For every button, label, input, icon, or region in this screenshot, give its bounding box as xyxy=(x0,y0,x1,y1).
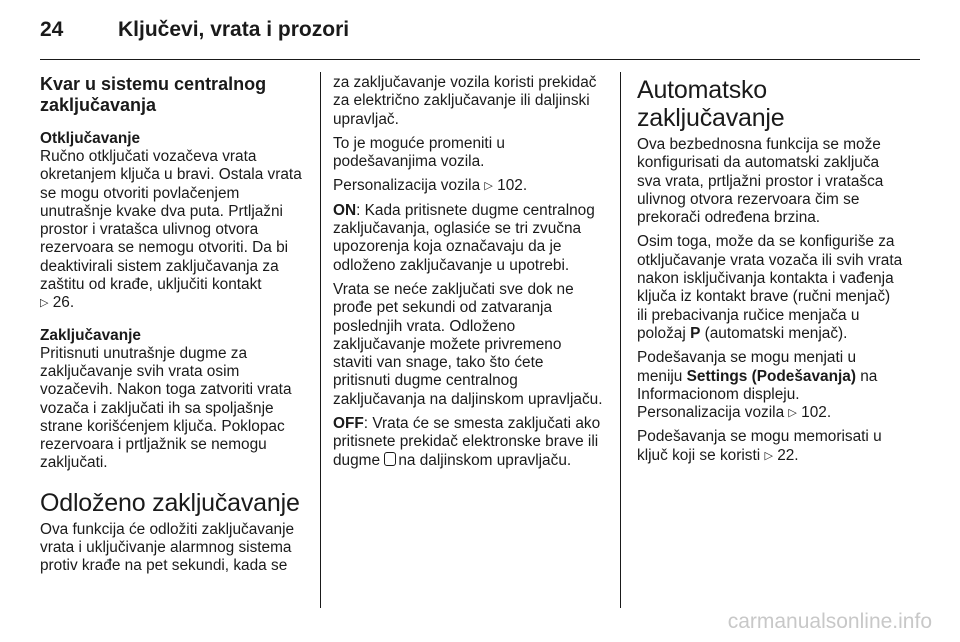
personalization-page-ref: 102. xyxy=(497,177,528,195)
col3-p3-text: Podešavanja se mogu menjati u meniju xyxy=(637,349,857,385)
column-divider-2 xyxy=(620,72,621,608)
column-3 xyxy=(637,74,903,471)
col2-paragraph-3 xyxy=(333,177,605,195)
column-divider-1 xyxy=(320,72,321,608)
section-title-central-locking-fault: Kvar u sistemu centralnog zaključavanja xyxy=(40,74,267,115)
col3-p4-ref: 22. xyxy=(777,446,799,464)
section-title-automatic-locking: Automatsko zaključavanje xyxy=(637,76,785,132)
off-text-tail: na daljinskom upravljaču. xyxy=(398,451,572,469)
off-text: : Vrata će se smesta zaključati ako pritisnete prekidač elektronske brave ili dugme xyxy=(333,415,601,469)
col3-p4-text: Podešavanja se mogu memorisati u ključ koji se koristi xyxy=(637,428,882,464)
page-ref-arrow-icon: ▷ xyxy=(484,180,493,193)
personalization-text: Personalizacija vozila xyxy=(333,177,481,195)
column-2 xyxy=(333,74,605,476)
page-ref-arrow-icon: ▷ xyxy=(788,407,797,420)
col3-personalization-text: Personalizacija vozila xyxy=(637,404,785,422)
page-ref-arrow-icon: ▷ xyxy=(40,297,49,310)
section-title-delayed-locking: Odloženo zaključavanje xyxy=(40,488,300,517)
page-header xyxy=(40,14,920,48)
gear-position-p: P xyxy=(690,324,701,342)
page-number: 24 xyxy=(40,18,64,41)
unlocking-page-ref: 26. xyxy=(52,294,75,312)
col2-paragraph-5: Vrata se neće zaključati sve dok ne prođe pet sekundi od zatvaranja poslednjih vrata. Odloženo zaključavanje možete privremeno staviti van snage, tako što ćete pritisnuti dugme centralnog zaključavanja na daljinskom upravljaču. xyxy=(333,280,603,408)
col3-paragraph-4 xyxy=(637,428,903,465)
off-paragraph xyxy=(333,415,605,470)
col3-p2-tail: (automatski menjač). xyxy=(704,324,848,342)
unlocking-text: Ručno otključati vozačeva vrata okretanjem ključa u bravi. Ostala vrata se mogu otvoriti povlačenjem unutrašnje kvake dva puta. Prtljažni prostor i vratašca ulivnog otvora rezervoara se nemogu otvoriti. Da bi deaktivirali sistem zaključavanja za zaštitu od krađe, uključiti kontakt xyxy=(40,148,302,294)
col2-paragraph-2: To je moguće promeniti u podešavanjima vozila. xyxy=(333,134,505,171)
subheading-locking: Zaključavanje xyxy=(40,326,141,344)
off-label: OFF xyxy=(333,415,364,433)
page-ref-arrow-icon: ▷ xyxy=(764,449,773,462)
on-paragraph xyxy=(333,202,605,275)
settings-menu-label: Settings (Podešavanja) xyxy=(686,367,856,385)
delayed-locking-paragraph: Ova funkcija će odložiti zaključavanje vrata i uključivanje alarmnog sistema protiv krađe na pet sekundi, kada se xyxy=(40,520,295,575)
unlocking-paragraph xyxy=(40,148,306,313)
col3-paragraph-1: Ova bezbednosna funkcija se može konfigurisati da automatski zaključa sva vrata, prtljažni prostor i vratašca ulivnog otvora rezervoara čim se prekorači određena brzina. xyxy=(637,136,884,227)
on-text: : Kada pritisnete dugme centralnog zaključavanja, oglasiće se tri zvučna upozorenja koja označavaju da je odloženo zaključavanje u upotrebi. xyxy=(333,201,595,274)
column-1 xyxy=(40,74,306,582)
locking-paragraph: Pritisnuti unutrašnje dugme za zaključavanje svih vrata osim vozačevih. Nakon toga zatvoriti vrata vozača i zaključati ih sa spoljašnje strane korišćenjem ključa. Poklopac rezervoara i prtljažnik se nemogu zaključati. xyxy=(40,344,292,472)
subheading-unlocking: Otključavanje xyxy=(40,130,141,147)
on-label: ON xyxy=(333,201,357,219)
col3-personalization-ref: 102. xyxy=(801,404,832,422)
remote-lock-button-icon xyxy=(384,452,396,466)
col3-paragraph-2 xyxy=(637,233,903,343)
col2-paragraph-1: za zaključavanje vozila koristi prekidač za električno zaključavanje ili daljinski upravljač. xyxy=(333,74,597,128)
col3-p2-text: Osim toga, može da se konfiguriše za otključavanje vrata vozača ili svih vrata nakon isključivanja kontakta i vađenja ključa iz kontakt brave (ručni menjač) ili prebacivanja ručice menjača u položaj xyxy=(637,233,903,342)
chapter-title: Ključevi, vrata i prozori xyxy=(118,18,350,41)
col3-p3-tail: na Informacionom displeju. xyxy=(637,367,878,403)
header-divider xyxy=(40,59,920,60)
watermark: carmanualsonline.info xyxy=(727,610,932,633)
col3-paragraph-3 xyxy=(637,349,903,422)
